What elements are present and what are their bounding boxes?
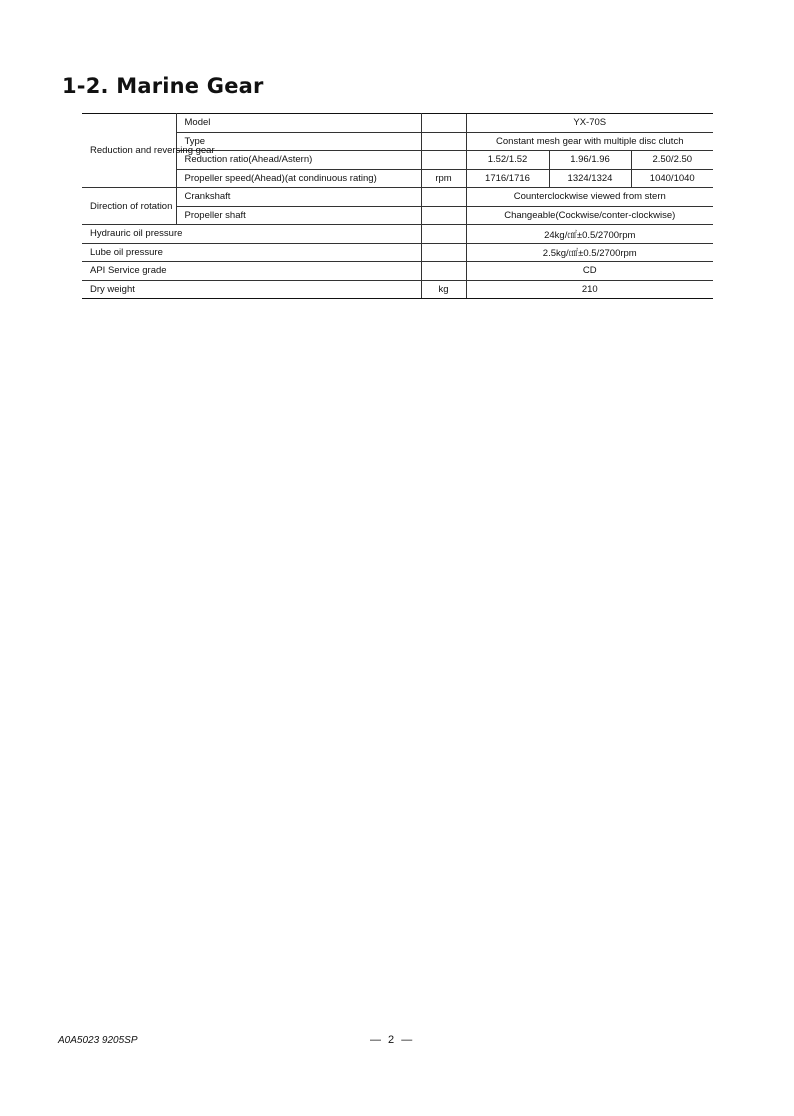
row-value: Counterclockwise viewed from stern [466, 188, 713, 207]
row-value: 1.52/1.52 [466, 151, 549, 170]
row-value: 1716/1716 [466, 169, 549, 188]
row-value: 2.5kg/㎠±0.5/2700rpm [466, 243, 713, 262]
row-value: Changeable(Cockwise/conter-clockwise) [466, 206, 713, 225]
table-row-crankshaft [82, 188, 713, 207]
row-value: 210 [466, 280, 713, 299]
page-title: 1-2. Marine Gear [62, 74, 264, 98]
row-unit [421, 114, 466, 133]
row-value: 24kg/㎠±0.5/2700rpm [466, 225, 713, 244]
table-row-lube [82, 243, 713, 262]
group-label-reduction: Reduction and reversing gear [82, 114, 176, 188]
row-unit: kg [421, 280, 466, 299]
document-code: A0A5023 9205SP [58, 1035, 138, 1046]
row-label: Propeller speed(Ahead)(at condinuous rating) [176, 169, 421, 188]
row-label: Model [176, 114, 421, 133]
row-label: Crankshaft [176, 188, 421, 207]
row-unit [421, 188, 466, 207]
row-unit: rpm [421, 169, 466, 188]
table-row-model [82, 114, 713, 133]
row-unit [421, 225, 466, 244]
group-label-direction: Direction of rotation [82, 188, 176, 225]
table-row-hydraulic [82, 225, 713, 244]
row-value: 1.96/1.96 [549, 151, 631, 170]
row-value: Constant mesh gear with multiple disc clutch [466, 132, 713, 151]
row-label: Dry weight [82, 280, 421, 299]
row-value: 1324/1324 [549, 169, 631, 188]
row-label: Lube oil pressure [82, 243, 421, 262]
marine-gear-spec-table [82, 113, 713, 299]
row-unit [421, 151, 466, 170]
row-label: Reduction ratio(Ahead/Astern) [176, 151, 421, 170]
row-value: YX-70S [466, 114, 713, 133]
table-row-propeller-shaft [82, 206, 713, 225]
row-value: 2.50/2.50 [631, 151, 713, 170]
row-value: 1040/1040 [631, 169, 713, 188]
row-label: Hydrauric oil pressure [82, 225, 421, 244]
row-unit [421, 262, 466, 281]
row-unit [421, 243, 466, 262]
table-row-api [82, 262, 713, 281]
row-unit [421, 206, 466, 225]
row-label: Propeller shaft [176, 206, 421, 225]
table-row-speed [82, 169, 713, 188]
row-label: Type [176, 132, 421, 151]
table-row-weight [82, 280, 713, 299]
row-unit [421, 132, 466, 151]
page-number: — 2 — [370, 1034, 415, 1046]
row-value: CD [466, 262, 713, 281]
row-label: API Service grade [82, 262, 421, 281]
